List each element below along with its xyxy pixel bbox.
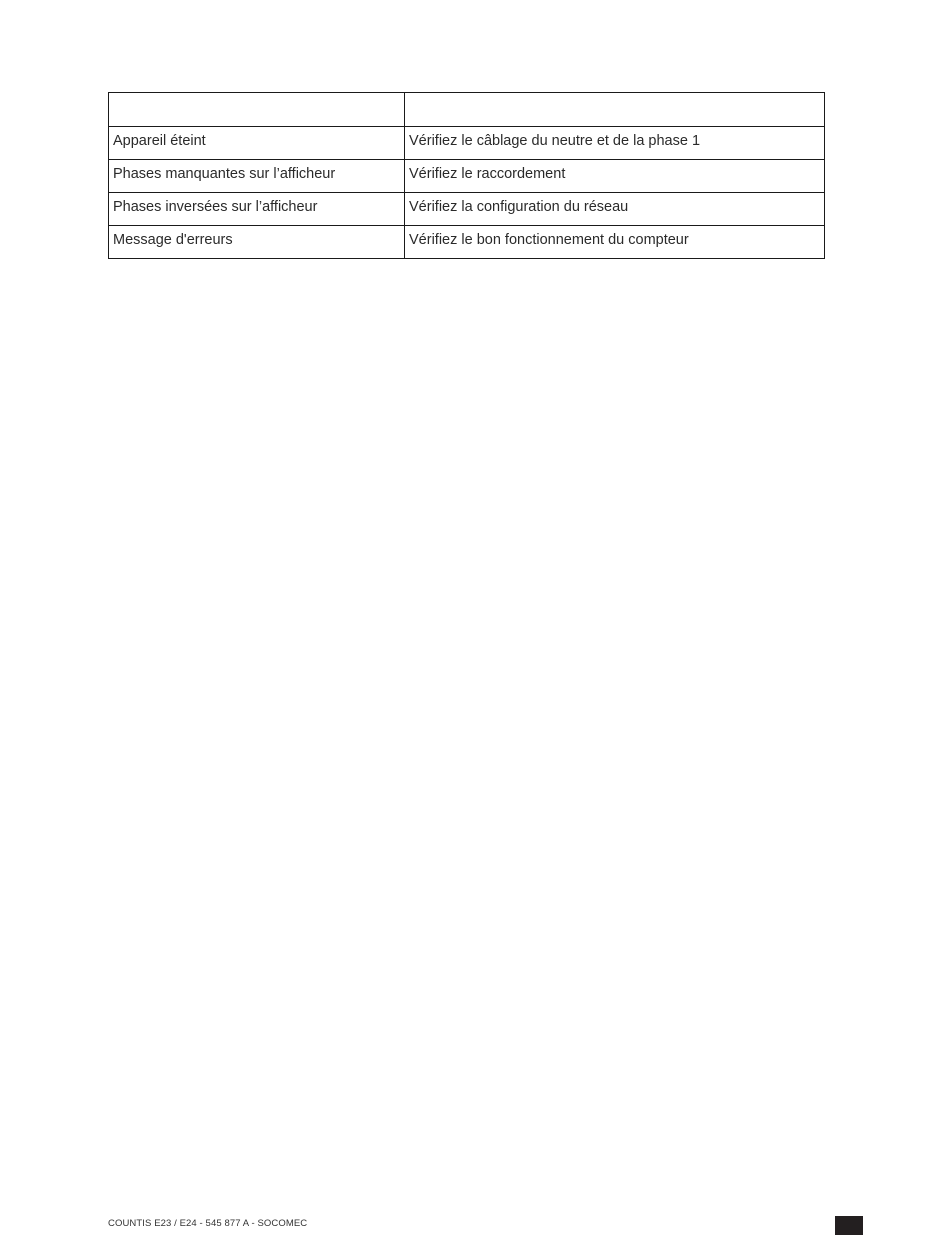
problem-cell: Appareil éteint <box>109 127 405 160</box>
table-row <box>109 193 825 226</box>
solution-cell: Vérifiez la configuration du réseau <box>405 193 825 226</box>
table-row <box>109 127 825 160</box>
troubleshooting-table <box>108 92 825 259</box>
footer-document-ref: COUNTIS E23 / E24 - 545 877 A - SOCOMEC <box>108 1218 308 1229</box>
table-row <box>109 160 825 193</box>
problem-cell: Message d'erreurs <box>109 226 405 259</box>
page-number-tab <box>835 1216 863 1235</box>
problem-cell: Phases inversées sur l’afficheur <box>109 193 405 226</box>
table-header-row <box>109 93 825 127</box>
header-cell-solution <box>405 93 825 127</box>
solution-cell: Vérifiez le câblage du neutre et de la phase 1 <box>405 127 825 160</box>
solution-cell: Vérifiez le raccordement <box>405 160 825 193</box>
solution-cell: Vérifiez le bon fonctionnement du compteur <box>405 226 825 259</box>
problem-cell: Phases manquantes sur l’afficheur <box>109 160 405 193</box>
table-row <box>109 226 825 259</box>
header-cell-problem <box>109 93 405 127</box>
